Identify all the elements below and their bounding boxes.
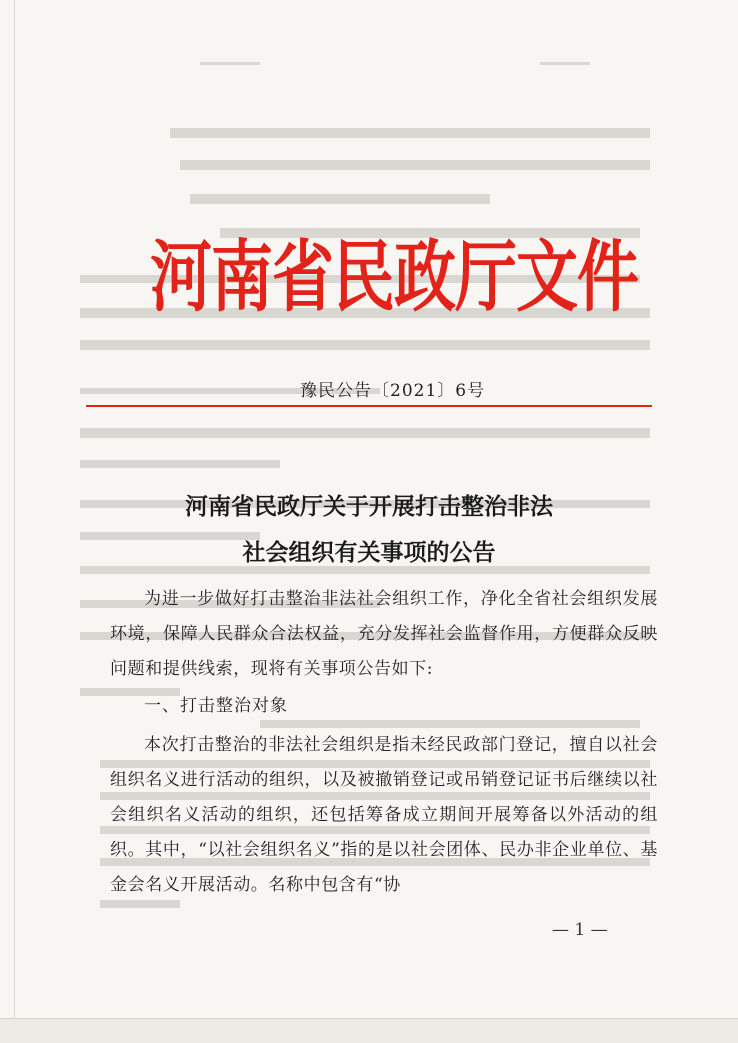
announcement-title-line2: 社会组织有关事项的公告 (242, 539, 496, 566)
red-separator-line (86, 405, 652, 407)
page-number: — 1 — (552, 920, 608, 940)
scan-bottom-edge (0, 1018, 738, 1043)
body-paragraph-1: 本次打击整治的非法社会组织是指未经民政部门登记，擅自以社会组织名义进行活动的组织，以及被撤销登记或吊销登记证书后继续以社会组织名义活动的组织，还包括筹备成立期间开展筹备以外活动的组织。其中，“以社会组织名义”指的是以社会团体、民办非企业单位、基金会名义开展活动。名称中包含有“协 (110, 735, 658, 895)
document-masthead: 河南省民政厅文件 (150, 230, 639, 322)
document-number: 豫民公告〔2021〕6号 (300, 381, 486, 401)
scan-left-edge (14, 0, 15, 1042)
intro-paragraph: 为进一步做好打击整治非法社会组织工作，净化全省社会组织发展环境，保障人民群众合法权益，充分发挥社会监督作用，方便群众反映问题和提供线索，现将有关事项公告如下: (110, 589, 658, 679)
section-heading-1: 一、打击整治对象 (144, 696, 288, 716)
announcement-title-line1: 河南省民政厅关于开展打击整治非法 (185, 493, 553, 520)
